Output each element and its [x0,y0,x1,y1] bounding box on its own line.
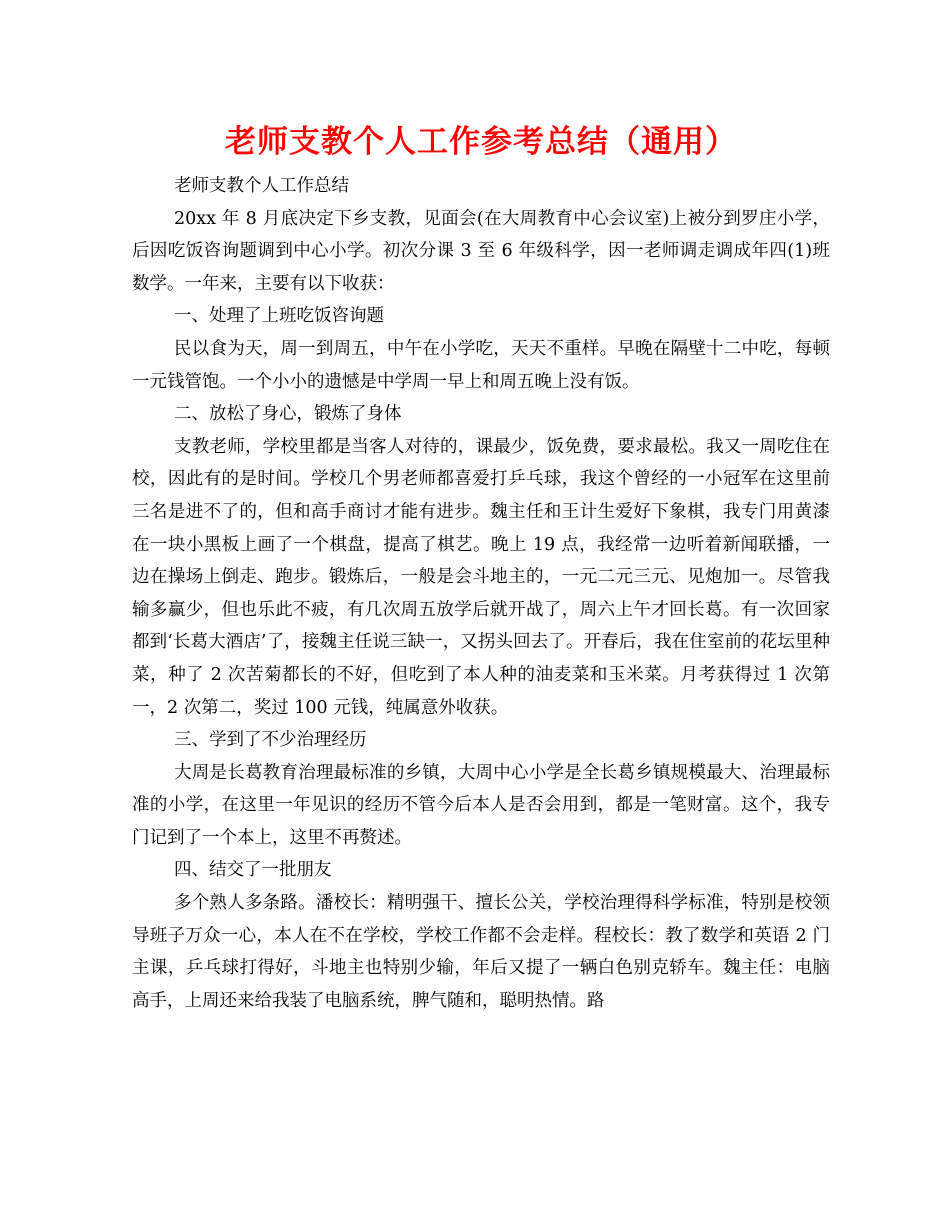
intro-paragraph: 20xx 年 8 月底决定下乡支教，见面会(在大周教育中心会议室)上被分到罗庄小学，后因吃饭咨询题调到中心小学。初次分课 3 至 6 年级科学，因一老师调走调成年四(1)班数学。一年来，主要有以下收获： [132,208,830,294]
section-heading-4: 四、结交了一批朋友 [174,860,332,881]
section-body-1: 民以食为天，周一到周五，中午在小学吃，天天不重样。早晚在隔壁十二中吃，每顿一元钱管饱。一个小小的遗憾是中学周一早上和周五晚上没有饭。 [132,338,830,392]
section-heading-1: 一、处理了上班吃饭咨询题 [174,306,384,327]
document-subtitle: 老师支教个人工作总结 [174,176,349,196]
section-heading-3: 三、学到了不少治理经历 [174,730,367,751]
section-heading-2: 二、放松了身心，锻炼了身体 [174,404,402,425]
document-title: 老师支教个人工作参考总结（通用） [225,124,737,160]
section-body-4: 多个熟人多条路。潘校长：精明强干、擅长公关，学校治理得科学标准，特别是校领导班子万众一心，本人在不在学校，学校工作都不会走样。程校长：教了数学和英语 2 门主课，乒乓球打得好，斗地主也特别少输，年后又提了一辆白色别克轿车。魏主任：电脑高手，上周还来给我装了电脑系统，脾气随和，聪明热情。路 [132,893,830,1011]
section-body-2: 支教老师，学校里都是当客人对待的，课最少，饭免费，要求最松。我又一周吃住在校，因此有的是时间。学校几个男老师都喜爱打乒乓球，我这个曾经的一小冠军在这里前三名是进不了的，但和高手商讨才能有进步。魏主任和王计生爱好下象棋，我专门用黄漆在一块小黑板上画了一个棋盘，提高了棋艺。晚上 19 点，我经常一边听着新闻联播，一边在操场上倒走、跑步。锻炼后，一般是会斗地主的，一元二元三元、见炮加一。尽管我输多赢少，但也乐此不疲，有几次周五放学后就开战了，周六上午才回长葛。有一次回家都到‘长葛大酒店’了，接魏主任说三缺一，又拐头回去了。开春后，我在住室前的花坛里种菜，种了 2 次苦菊都长的不好，但吃到了本人种的油麦菜和玉米菜。月考获得过 1 次第一，2 次第二，奖过 100 元钱，纯属意外收获。 [132,436,830,718]
section-body-3: 大周是长葛教育治理最标准的乡镇，大周中心小学是全长葛乡镇规模最大、治理最标准的小学，在这里一年见识的经历不管今后本人是否会用到，都是一笔财富。这个，我专门记到了一个本上，这里不再赘述。 [132,762,830,848]
